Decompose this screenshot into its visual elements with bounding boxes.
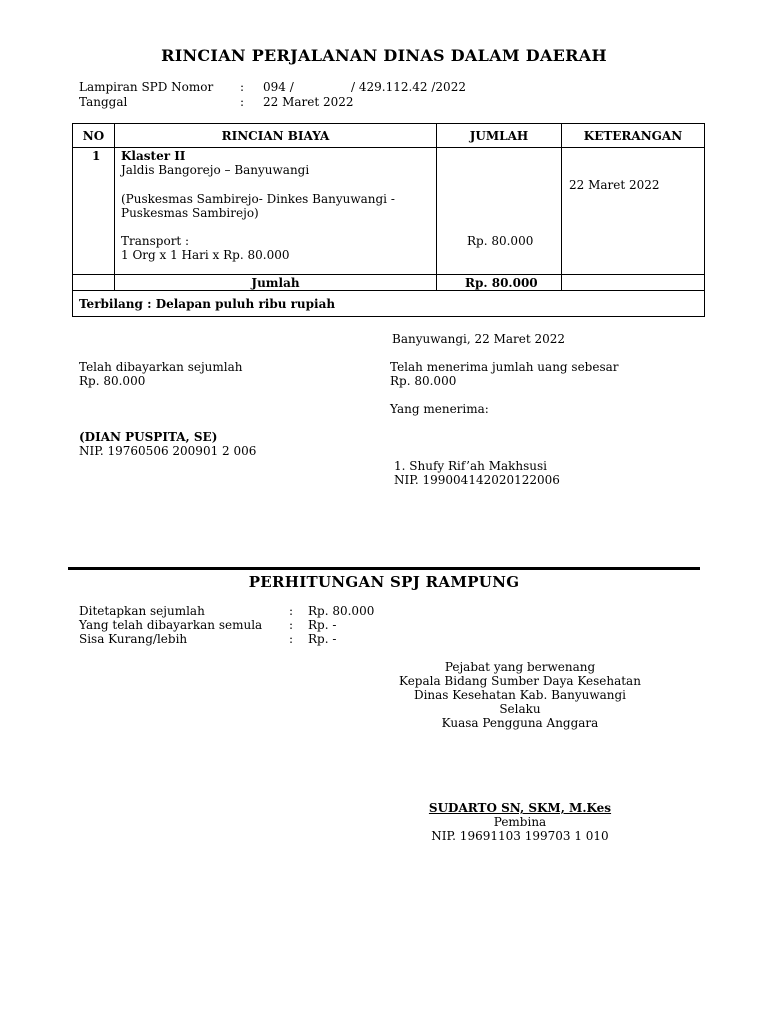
official-rank: Pembina xyxy=(493,815,547,829)
table-divider xyxy=(73,147,704,148)
row-line-6: 1 Org x 1 Hari x Rp. 80.000 xyxy=(121,248,290,262)
spj-title: PERHITUNGAN SPJ RAMPUNG xyxy=(248,573,520,591)
row-line-1: Klaster II xyxy=(121,149,186,163)
spj-row-label: Ditetapkan sejumlah xyxy=(79,604,205,618)
tanggal-value: 22 Maret 2022 xyxy=(263,95,354,109)
recipient-nip: NIP. 199004142020122006 xyxy=(394,473,560,487)
row-line-2: Jaldis Bangorejo – Banyuwangi xyxy=(121,163,310,177)
official-line-4: Selaku xyxy=(499,702,541,716)
tanggal-label: Tanggal xyxy=(79,95,128,109)
official-line-2: Kepala Bidang Sumber Daya Kesehatan xyxy=(399,674,641,688)
col-header-rincian: RINCIAN BIAYA xyxy=(221,129,330,143)
lampiran-value-a: 094 / xyxy=(263,80,294,94)
table-divider xyxy=(561,124,562,290)
official-line-5: Kuasa Pengguna Anggara xyxy=(441,716,599,730)
table-divider xyxy=(436,124,437,290)
table-divider xyxy=(73,290,704,291)
row-line-3: (Puskesmas Sambirejo- Dinkes Banyuwangi - xyxy=(121,192,395,206)
lampiran-label: Lampiran SPD Nomor xyxy=(79,80,214,94)
cost-table xyxy=(72,123,705,317)
lampiran-value-b: / 429.112.42 /2022 xyxy=(351,80,466,94)
total-value: Rp. 80.000 xyxy=(465,276,538,290)
official-line-3: Dinas Kesehatan Kab. Banyuwangi xyxy=(413,688,627,702)
lampiran-colon: : xyxy=(240,80,245,94)
table-divider xyxy=(114,124,115,290)
row-line-5: Transport : xyxy=(121,234,190,248)
spj-row-label: Yang telah dibayarkan semula xyxy=(79,618,263,632)
row-no: 1 xyxy=(92,149,101,163)
place-date: Banyuwangi, 22 Maret 2022 xyxy=(392,332,566,346)
col-header-no: NO xyxy=(82,129,105,143)
official-line-1: Pejabat yang berwenang xyxy=(444,660,596,674)
col-header-keterangan: KETERANGAN xyxy=(583,129,683,143)
spj-row-value: Rp. - xyxy=(308,632,337,646)
spj-row-value: Rp. 80.000 xyxy=(308,604,375,618)
section-divider xyxy=(68,567,700,570)
payer-nip: NIP. 19760506 200901 2 006 xyxy=(79,444,257,458)
recipient-name: 1. Shufy Rif’ah Makhsusi xyxy=(394,459,548,473)
received-label: Telah menerima jumlah uang sebesar xyxy=(390,360,619,374)
col-header-jumlah: JUMLAH xyxy=(469,129,529,143)
received-amount: Rp. 80.000 xyxy=(390,374,457,388)
tanggal-colon: : xyxy=(240,95,245,109)
table-divider xyxy=(73,274,704,275)
payer-name: (DIAN PUSPITA, SE) xyxy=(79,430,218,444)
row-jumlah: Rp. 80.000 xyxy=(467,234,534,248)
terbilang: Terbilang : Delapan puluh ribu rupiah xyxy=(79,297,336,311)
paid-label: Telah dibayarkan sejumlah xyxy=(79,360,243,374)
spj-row-colon: : xyxy=(289,632,294,646)
total-label: Jumlah xyxy=(251,276,300,290)
spj-row-value: Rp. - xyxy=(308,618,337,632)
row-line-4: Puskesmas Sambirejo) xyxy=(121,206,259,220)
paid-amount: Rp. 80.000 xyxy=(79,374,146,388)
recipient-label: Yang menerima: xyxy=(390,402,489,416)
spj-row-label: Sisa Kurang/lebih xyxy=(79,632,188,646)
page-title: RINCIAN PERJALANAN DINAS DALAM DAERAH xyxy=(161,46,607,65)
spj-row-colon: : xyxy=(289,604,294,618)
official-nip: NIP. 19691103 199703 1 010 xyxy=(431,829,609,843)
row-keterangan: 22 Maret 2022 xyxy=(569,178,660,192)
official-name: SUDARTO SN, SKM, M.Kes xyxy=(428,801,612,815)
spj-row-colon: : xyxy=(289,618,294,632)
